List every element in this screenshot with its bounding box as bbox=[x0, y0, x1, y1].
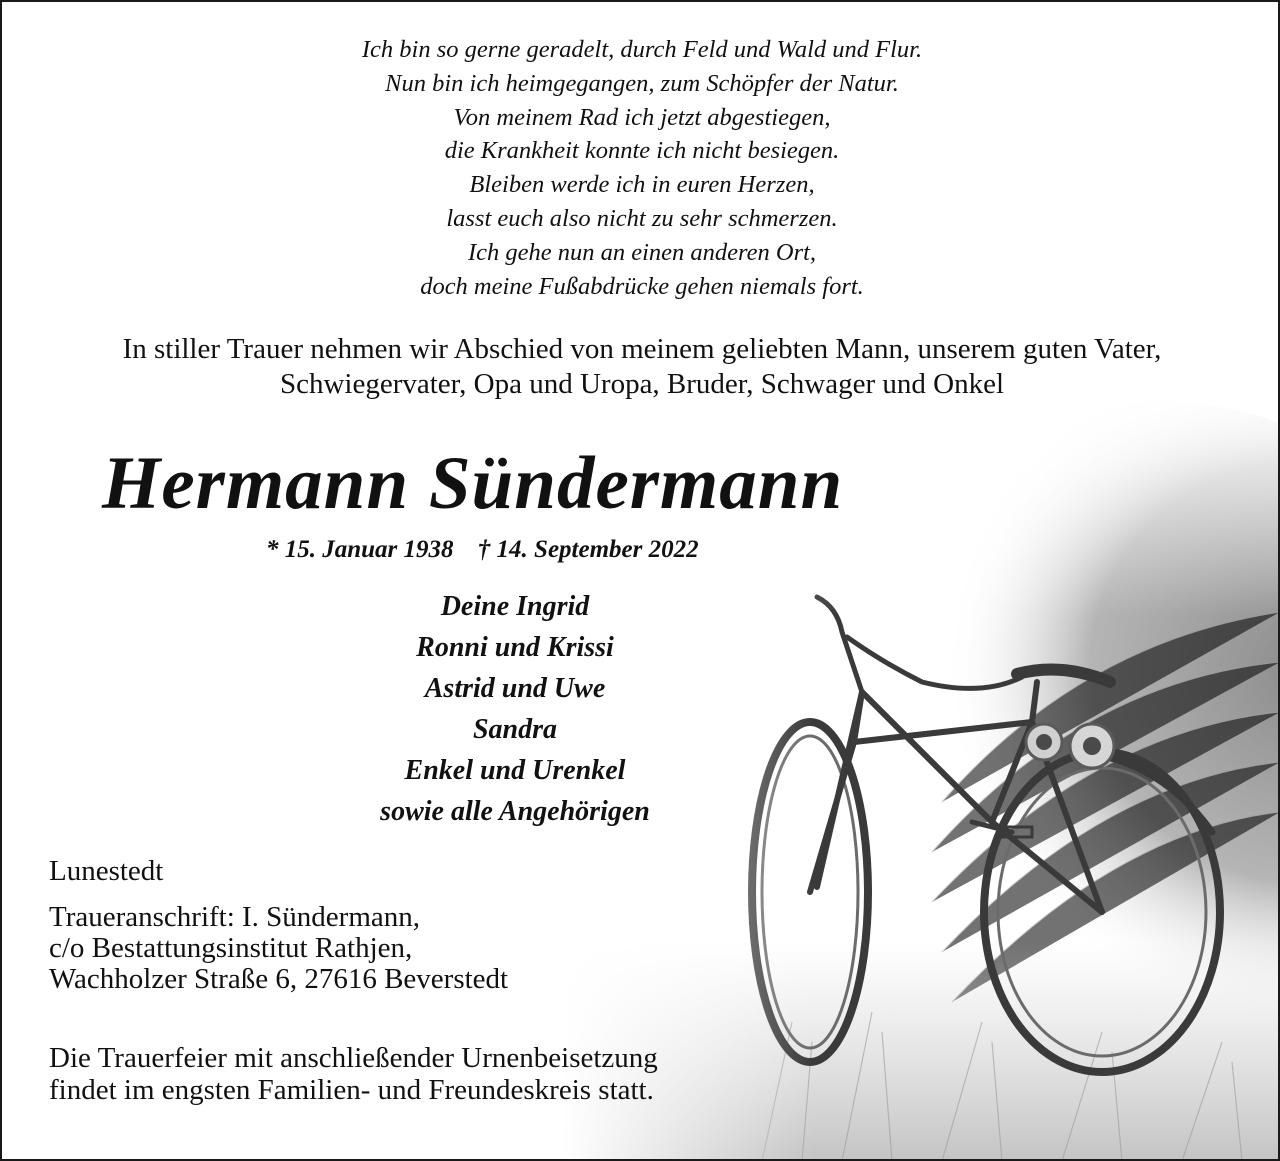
ceremony-note bbox=[49, 1042, 658, 1106]
family-member: Sandra bbox=[472, 714, 558, 745]
address-line: Traueranschrift: I. Sündermann, bbox=[49, 901, 421, 933]
place-name: Lunestedt bbox=[49, 855, 164, 887]
family-member: Enkel und Urenkel bbox=[404, 755, 626, 786]
address-line: c/o Bestattungsinstitut Rathjen, bbox=[49, 932, 413, 964]
family-member: Ronni und Krissi bbox=[416, 632, 614, 663]
address-line: Wachholzer Straße 6, 27616 Beverstedt bbox=[49, 963, 509, 995]
family-member: Deine Ingrid bbox=[440, 591, 590, 622]
life-dates bbox=[266, 535, 717, 565]
poem-line: Ich gehe nun an einen anderen Ort, bbox=[467, 238, 817, 266]
poem bbox=[2, 33, 1280, 303]
family-member: sowie alle Angehörigen bbox=[380, 796, 650, 827]
family-list bbox=[315, 586, 715, 832]
ceremony-line: Die Trauerfeier mit anschließender Urnenbeisetzung bbox=[49, 1042, 658, 1074]
poem-line: Ich bin so gerne geradelt, durch Feld und Wald und Flur. bbox=[361, 36, 923, 63]
intro-line: Schwiegervater, Opa und Uropa, Bruder, Schwager und Onkel bbox=[279, 368, 1005, 400]
poem-line: doch meine Fußabdrücke gehen niemals fort. bbox=[420, 272, 864, 300]
ceremony-line: findet im engsten Familien- und Freundeskreis statt. bbox=[49, 1074, 654, 1106]
death-date: † 14. September 2022 bbox=[477, 536, 699, 563]
birth-date: * 15. Januar 1938 bbox=[266, 536, 454, 563]
poem-line: Nun bin ich heimgegangen, zum Schöpfer der Natur. bbox=[385, 69, 899, 97]
poem-line: lasst euch also nicht zu sehr schmerzen. bbox=[446, 204, 838, 232]
deceased-name: Hermann Sündermann bbox=[102, 442, 844, 525]
family-member: Astrid und Uwe bbox=[424, 673, 606, 704]
mourning-address bbox=[49, 902, 508, 995]
poem-line: die Krankheit konnte ich nicht besiegen. bbox=[444, 137, 840, 165]
intro-text bbox=[2, 332, 1280, 402]
poem-line: Bleiben werde ich in euren Herzen, bbox=[469, 171, 815, 199]
poem-line: Von meinem Rad ich jetzt abgestiegen, bbox=[453, 103, 831, 131]
intro-line: In stiller Trauer nehmen wir Abschied von meinem geliebten Mann, unserem guten Vater, bbox=[122, 333, 1162, 365]
